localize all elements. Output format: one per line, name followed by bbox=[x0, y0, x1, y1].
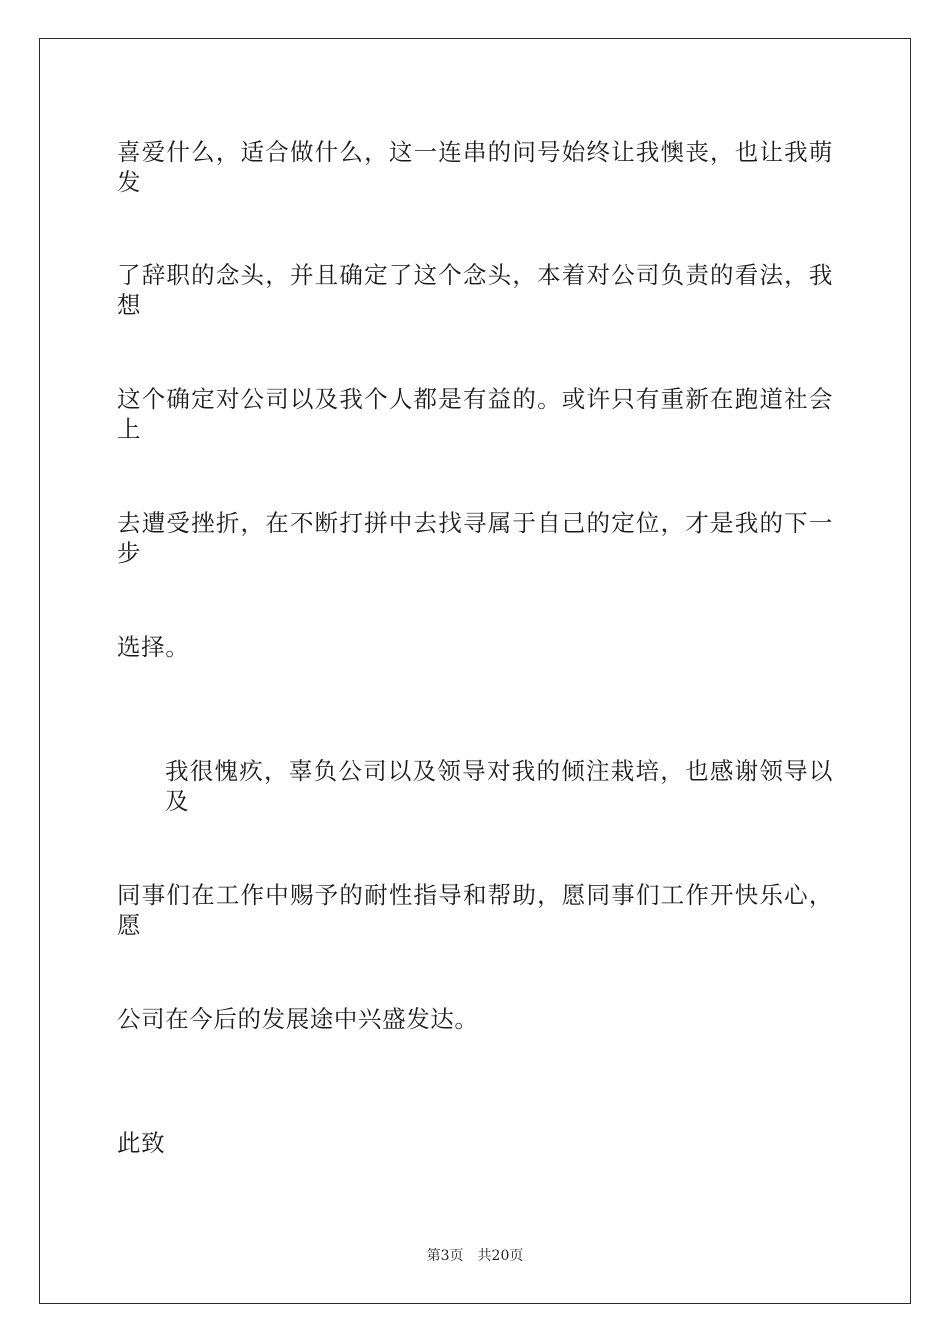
body-text-line: 同事们在工作中赐予的耐性指导和帮助，愿同事们工作开快乐心，愿 bbox=[117, 881, 833, 939]
body-text-line: 去遭受挫折，在不断打拼中去找寻属于自己的定位，才是我的下一步 bbox=[117, 509, 833, 567]
body-text-line: 这个确定对公司以及我个人都是有益的。或许只有重新在跑道社会上 bbox=[117, 385, 833, 443]
closing-salutation: 此致 bbox=[117, 1129, 166, 1157]
page-number: 第3页 bbox=[426, 1248, 464, 1264]
paragraph-first-line: 我很愧疚，辜负公司以及领导对我的倾注栽培，也感谢领导以及 bbox=[165, 757, 833, 815]
page-total: 共20页 bbox=[477, 1248, 524, 1264]
page-footer bbox=[0, 1247, 950, 1265]
body-text-line: 了辞职的念头，并且确定了这个念头，本着对公司负责的看法，我想 bbox=[117, 261, 833, 319]
body-text-line: 喜爱什么，适合做什么，这一连串的问号始终让我懊丧，也让我萌发 bbox=[117, 138, 833, 196]
body-text-line: 选择。 bbox=[117, 633, 190, 661]
page-frame bbox=[39, 38, 911, 1304]
body-text-line: 公司在今后的发展途中兴盛发达。 bbox=[117, 1005, 479, 1033]
